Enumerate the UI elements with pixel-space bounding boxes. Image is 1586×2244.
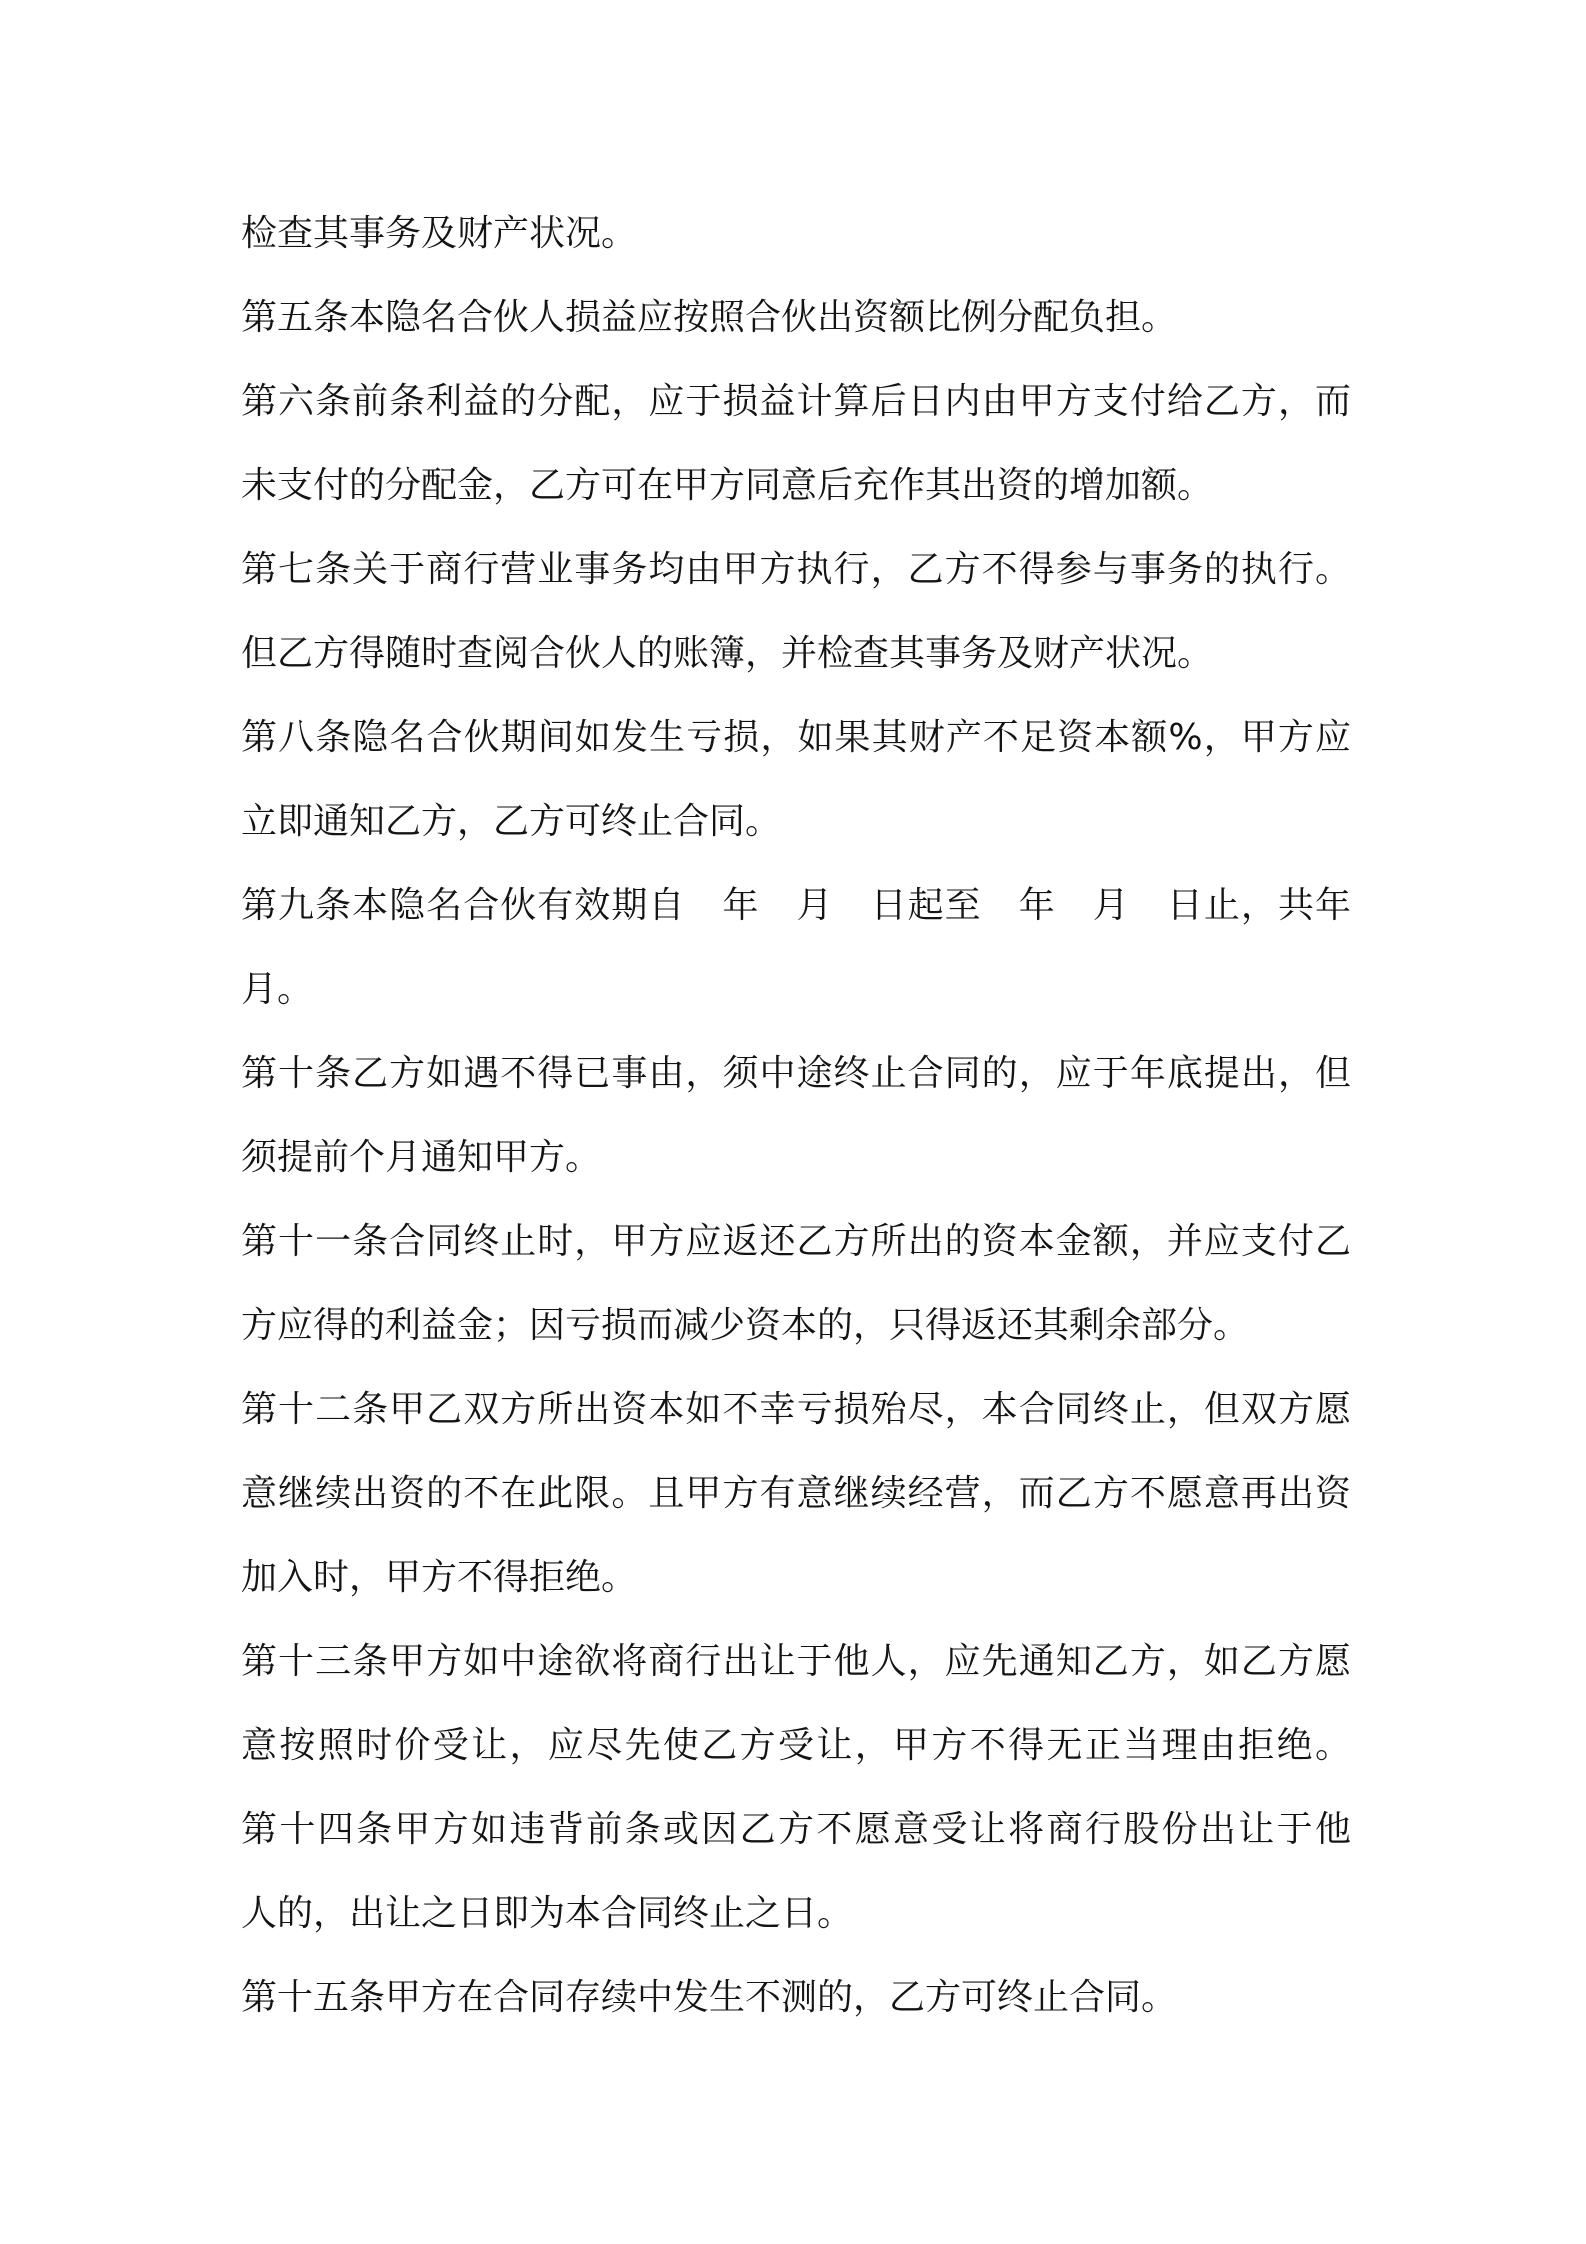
text-line: 第十五条甲方在合同存续中发生不测的，乙方可终止合同。 [241,1977,1178,2018]
text-line: 须提前个月通知甲方。 [241,1137,602,1178]
text-line: 第八条隐名合伙期间如发生亏损，如果其财产不足资本额%，甲方应 [241,717,1351,758]
text-line: 未支付的分配金，乙方可在甲方同意后充作其出资的增加额。 [241,465,1214,506]
text-line: 第十四条甲方如违背前条或因乙方不愿意受让将商行股份出让于他 [241,1809,1351,1850]
document-body [241,192,1351,2040]
text-line: 加入时，甲方不得拒绝。 [241,1557,638,1598]
text-line: 第十一条合同终止时，甲方应返还乙方所出的资本金额，并应支付乙 [241,1221,1351,1262]
text-line: 检查其事务及财产状况。 [241,213,638,254]
text-line: 方应得的利益金；因亏损而减少资本的，只得返还其剩余部分。 [241,1305,1250,1346]
text-line: 第六条前条利益的分配，应于损益计算后日内由甲方支付给乙方，而 [241,381,1351,422]
text-line: 第九条本隐名合伙有效期自 年 月 日起至 年 月 日止，共年 [241,885,1351,926]
text-line: 人的，出让之日即为本合同终止之日。 [241,1893,854,1934]
text-line: 第十二条甲乙双方所出资本如不幸亏损殆尽，本合同终止，但双方愿 [241,1389,1351,1430]
text-line: 第十条乙方如遇不得已事由，须中途终止合同的，应于年底提出，但 [241,1053,1351,1094]
text-line: 立即通知乙方，乙方可终止合同。 [241,801,782,842]
text-line: 意按照时价受让，应尽先使乙方受让，甲方不得无正当理由拒绝。 [241,1725,1351,1766]
text-line: 但乙方得随时查阅合伙人的账簿，并检查其事务及财产状况。 [241,633,1214,674]
text-line: 第十三条甲方如中途欲将商行出让于他人，应先通知乙方，如乙方愿 [241,1641,1351,1682]
text-line: 意继续出资的不在此限。且甲方有意继续经营，而乙方不愿意再出资 [241,1473,1351,1514]
text-line: 月。 [241,969,314,1010]
text-line: 第五条本隐名合伙人损益应按照合伙出资额比例分配负担。 [241,297,1178,338]
text-line: 第七条关于商行营业事务均由甲方执行，乙方不得参与事务的执行。 [241,549,1351,590]
